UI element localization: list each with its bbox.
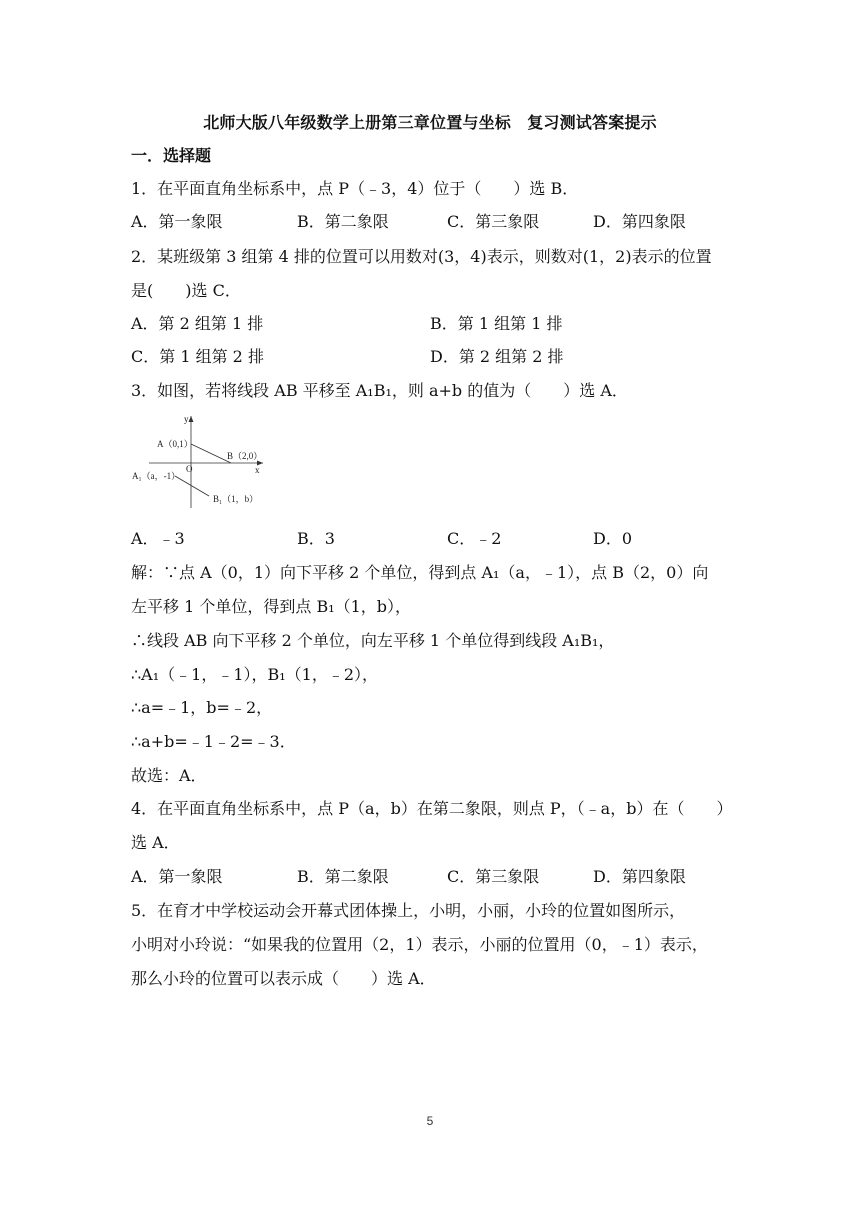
q5-line3: 那么小玲的位置可以表示成（ ）选 A． (131, 969, 436, 988)
q4-option-c: C．第三象限 (447, 867, 540, 886)
q2-option-c: C．第 1 组第 2 排 (131, 347, 264, 366)
q1-option-a: A．第一象限 (131, 212, 223, 231)
point-b1-label: B₁（1，b） (213, 494, 259, 504)
q3-solution-line2: 左平移 1 个单位，得到点 B₁（1，b）， (131, 597, 412, 616)
q4-option-b: B．第二象限 (297, 867, 389, 886)
q3-solution-line5: ∴a=﹣1，b=﹣2， (131, 698, 273, 717)
axis-label-y: y (184, 414, 189, 424)
q1-option-b: B．第二象限 (297, 212, 389, 231)
q3-option-b: B．3 (297, 529, 335, 548)
q3-solution-line4: ∴A₁（﹣1，﹣1），B₁（1，﹣2）， (131, 665, 379, 684)
q4-stem-line1: 4．在平面直角坐标系中，点 P（a，b）在第二象限，则点 P，（﹣a，b）在（ ） (131, 799, 733, 818)
q3-solution-line1: 解：∵点 A（0，1）向下平移 2 个单位，得到点 A₁（a，﹣1），点 B（2，0）向 (131, 563, 709, 582)
document-title: 北师大版八年级数学上册第三章位置与坐标 复习测试答案提示 (203, 113, 657, 132)
q4-stem-line2: 选 A． (131, 833, 180, 852)
q2-option-a: A．第 2 组第 1 排 (131, 314, 264, 333)
page-number: 5 (426, 1114, 434, 1128)
q4-option-a: A．第一象限 (131, 867, 223, 886)
q3-option-c: C．﹣2 (447, 529, 502, 548)
q1-option-d: D．第四象限 (593, 212, 686, 231)
q3-option-d: D．0 (593, 529, 633, 548)
q1-option-c: C．第三象限 (447, 212, 540, 231)
q5-line1: 5．在育才中学校运动会开幕式团体操上，小明，小丽，小玲的位置如图所示， (131, 901, 686, 920)
q2-stem-line2: 是( )选 C． (131, 281, 241, 300)
q2-option-b: B．第 1 组第 1 排 (430, 314, 563, 333)
point-a-label: A（0,1） (157, 439, 193, 449)
q5-line2: 小明对小玲说：“如果我的位置用（2，1）表示，小丽的位置用（0，﹣1）表示， (131, 935, 708, 954)
point-b-label: B（2,0） (227, 451, 263, 461)
q3-solution-line7: 故选：A． (131, 766, 207, 785)
q3-option-a: A．﹣3 (131, 529, 185, 548)
point-a1-label: A₁（a，-1） (132, 471, 181, 481)
y-axis-arrow (189, 416, 194, 422)
segment-ab (191, 444, 231, 463)
section-heading: 一．选择题 (131, 146, 212, 165)
q3-solution-line3: ∴线段 AB 向下平移 2 个单位，向左平移 1 个单位得到线段 A₁B₁， (131, 631, 615, 650)
q3-stem: 3．如图，若将线段 AB 平移至 A₁B₁，则 a+b 的值为（ ）选 A． (131, 381, 628, 400)
q2-stem-line1: 2．某班级第 3 组第 4 排的位置可以用数对(3，4)表示，则数对(1，2)表示的位置 (131, 247, 712, 266)
coordinate-figure (131, 410, 271, 510)
q3-solution-line6: ∴a+b=﹣1﹣2=﹣3． (131, 732, 296, 751)
q4-option-d: D．第四象限 (593, 867, 686, 886)
q2-option-d: D．第 2 组第 2 排 (430, 347, 564, 366)
axis-label-x: x (255, 465, 260, 475)
q1-stem: 1．在平面直角坐标系中，点 P（﹣3，4）位于（ ）选 B． (131, 179, 579, 198)
origin-label: O (186, 464, 193, 474)
